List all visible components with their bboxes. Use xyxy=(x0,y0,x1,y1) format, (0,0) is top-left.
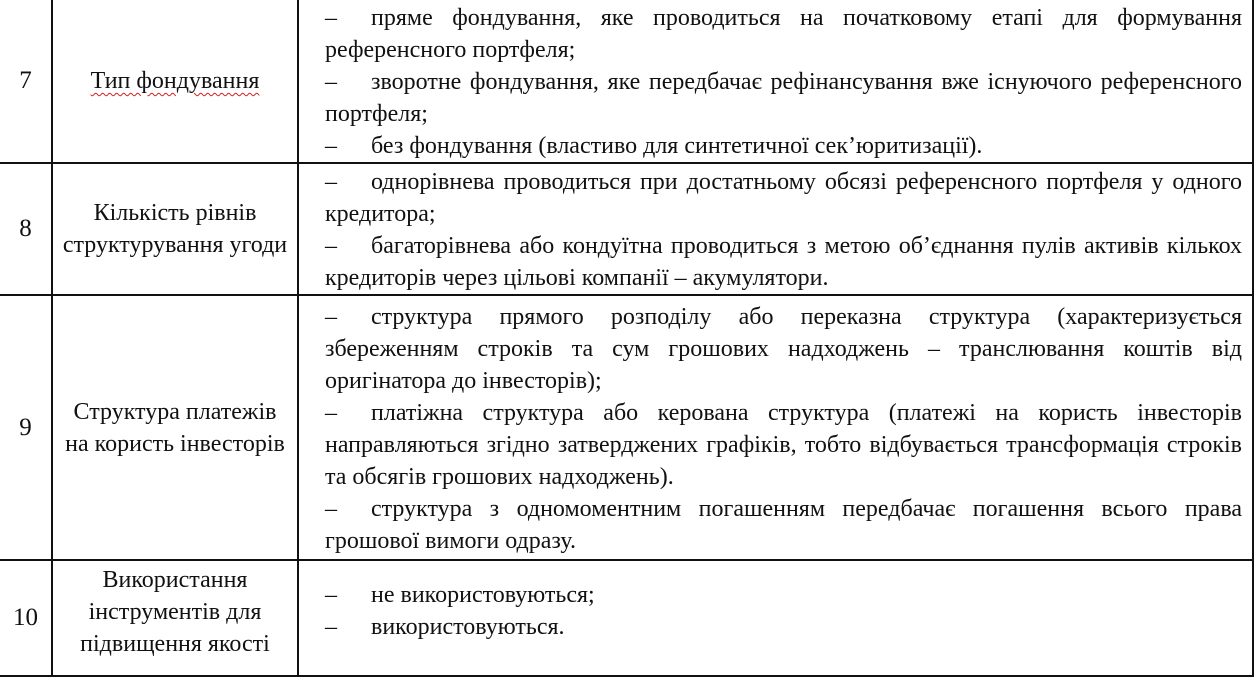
list-item: – використовуються. xyxy=(325,614,565,640)
list-item: – однорівнева проводиться при достатньому обсязі референсного портфеля у одного кредитора; xyxy=(325,169,1242,227)
parameter-label: Кількість рівнів структурування угоди xyxy=(52,163,298,295)
description-cell xyxy=(298,163,1253,295)
parameter-label: Тип фондування xyxy=(90,68,260,94)
table-row xyxy=(0,295,1253,560)
description-cell xyxy=(298,0,1253,163)
list-item: – багаторівнева або кондуїтна проводиться з метою об’єднання пулів активів кількох кредиторів через цільові компанії – акумулятори. xyxy=(325,233,1242,291)
list-item: – структура з одномоментним погашенням передбачає погашення всього права грошової вимоги одразу. xyxy=(325,495,1242,554)
row-number: 7 xyxy=(0,0,52,163)
list-item: – не використовуються; xyxy=(325,582,595,608)
parameter-label: Використання інструментів для підвищення якості xyxy=(52,560,298,676)
description-cell xyxy=(298,295,1253,560)
list-item: – платіжна структура або керована структура (платежі на користь інвесторів направляються згідно затверджених графіків, тобто відбувається трансформація строків та обсягів грошових надходжень). xyxy=(325,399,1242,490)
parameter-label: Структура платежів на користь інвесторів xyxy=(52,295,298,560)
parameter-cell xyxy=(52,0,298,163)
list-item: – структура прямого розподілу або переказна структура (характеризується збереженням строків та сум грошових надходжень – транслювання коштів від оригінатора до інвесторів); xyxy=(325,303,1242,394)
row-number: 8 xyxy=(0,163,52,295)
description-cell xyxy=(298,560,1253,676)
list-item: – без фондування (властиво для синтетичної сек’юритизації). xyxy=(325,133,983,159)
table-row xyxy=(0,163,1253,295)
table-row xyxy=(0,560,1253,676)
row-number: 9 xyxy=(0,295,52,560)
table-row xyxy=(0,0,1253,163)
list-item: – пряме фондування, яке проводиться на початковому етапі для формування референсного портфеля; xyxy=(325,5,1242,63)
row-number: 10 xyxy=(0,560,52,676)
list-item: – зворотне фондування, яке передбачає рефінансування вже існуючого референсного портфеля; xyxy=(325,69,1242,127)
